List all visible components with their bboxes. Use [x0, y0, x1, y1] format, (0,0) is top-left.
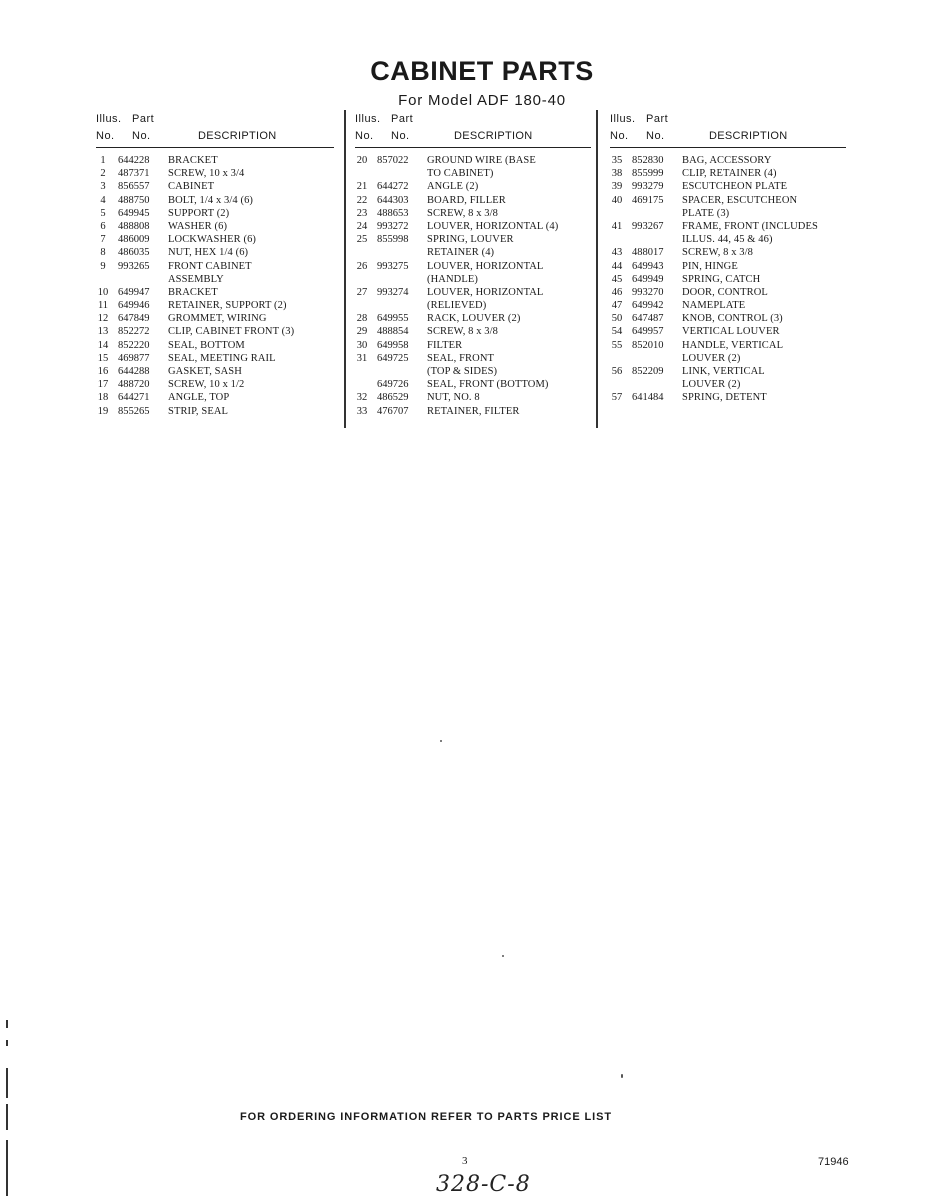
table-row — [355, 167, 591, 180]
part-number: 856557 — [118, 181, 150, 193]
part-number: 486035 — [118, 247, 150, 259]
part-number: 649947 — [118, 286, 150, 298]
scan-edge-mark — [6, 1068, 8, 1098]
illus-number: 35 — [611, 155, 623, 166]
part-number: 644271 — [118, 392, 150, 404]
header-part-no: No. — [391, 130, 410, 142]
part-number: 644303 — [377, 194, 409, 206]
table-row — [96, 378, 334, 391]
parts-column-3 — [610, 113, 846, 405]
part-number: 993265 — [118, 260, 150, 272]
illus-number: 20 — [356, 155, 368, 166]
part-description: SPRING, LOUVER — [427, 234, 514, 246]
part-description: NAMEPLATE — [682, 300, 746, 312]
part-description: CABINET — [168, 181, 215, 193]
table-row — [355, 180, 591, 193]
part-description: ILLUS. 44, 45 & 46) — [682, 234, 773, 246]
table-row — [96, 312, 334, 325]
parts-list — [96, 154, 334, 418]
part-description: GROUND WIRE (BASE — [427, 155, 536, 166]
part-number: 649955 — [377, 313, 409, 325]
part-number: 641484 — [632, 392, 664, 404]
table-row — [610, 286, 846, 299]
part-number: 644272 — [377, 181, 409, 193]
part-description: NUT, HEX 1/4 (6) — [168, 247, 249, 259]
table-row — [610, 339, 846, 352]
part-description: GASKET, SASH — [168, 366, 242, 377]
part-number: 649942 — [632, 300, 664, 312]
part-number: 488808 — [118, 220, 150, 232]
table-row — [355, 391, 591, 404]
header-illus: Illus. — [610, 113, 636, 125]
part-number: 993274 — [377, 286, 409, 298]
part-description: HANDLE, VERTICAL — [682, 339, 784, 351]
part-number: 852830 — [632, 155, 664, 166]
table-row — [610, 246, 846, 259]
scan-speck — [440, 740, 442, 742]
illus-number: 13 — [97, 326, 109, 338]
illus-number: 19 — [97, 405, 109, 417]
illus-number: 3 — [100, 181, 106, 193]
illus-number: 6 — [100, 220, 106, 232]
table-row — [355, 246, 591, 259]
table-row — [355, 273, 591, 286]
part-number: 993279 — [632, 181, 664, 193]
illus-number: 15 — [97, 352, 109, 364]
table-row — [96, 246, 334, 259]
part-description: BOARD, FILLER — [427, 194, 506, 206]
table-row — [610, 260, 846, 273]
table-row — [355, 286, 591, 299]
part-description: SEAL, BOTTOM — [168, 339, 245, 351]
table-row — [610, 325, 846, 338]
part-number: 852220 — [118, 339, 150, 351]
part-description: LOUVER, HORIZONTAL (4) — [427, 220, 559, 232]
illus-number: 40 — [611, 194, 623, 206]
document-code: 71946 — [818, 1156, 849, 1168]
table-row — [96, 220, 334, 233]
header-part-no: No. — [132, 130, 151, 142]
table-row — [355, 220, 591, 233]
illus-number: 10 — [97, 286, 109, 298]
part-description: SCREW, 8 x 3/8 — [427, 326, 499, 338]
illus-number: 55 — [611, 339, 623, 351]
part-description: SCREW, 8 x 3/8 — [682, 247, 754, 259]
table-row — [96, 325, 334, 338]
table-row — [610, 365, 846, 378]
illus-number: 41 — [611, 220, 623, 232]
part-number: 649725 — [377, 352, 409, 364]
table-row — [96, 233, 334, 246]
part-number: 649943 — [632, 260, 664, 272]
table-row — [610, 220, 846, 233]
scan-edge-mark — [6, 1140, 8, 1196]
column-divider — [344, 110, 346, 428]
table-row — [355, 352, 591, 365]
illus-number: 2 — [100, 168, 106, 180]
illus-number: 1 — [100, 155, 106, 166]
scan-speck — [621, 1074, 623, 1078]
parts-column-2 — [355, 113, 591, 418]
header-illus-no: No. — [355, 130, 374, 142]
part-number: 488854 — [377, 326, 409, 338]
header-description: DESCRIPTION — [709, 130, 788, 142]
header-part: Part — [132, 113, 155, 125]
illus-number: 12 — [97, 313, 109, 325]
part-number: 852272 — [118, 326, 150, 338]
part-number: 993270 — [632, 286, 664, 298]
illus-number: 4 — [100, 194, 106, 206]
illus-number: 28 — [356, 313, 368, 325]
header-description: DESCRIPTION — [454, 130, 533, 142]
part-number: 488720 — [118, 379, 150, 391]
part-description: STRIP, SEAL — [168, 405, 229, 417]
part-number: 486009 — [118, 234, 150, 246]
column-header — [355, 113, 591, 148]
table-row — [96, 286, 334, 299]
illus-number: 45 — [611, 273, 623, 285]
header-part: Part — [646, 113, 669, 125]
part-description: SEAL, FRONT — [427, 352, 495, 364]
scan-edge-mark — [6, 1020, 8, 1028]
part-description: LOCKWASHER (6) — [168, 234, 257, 246]
part-description: WASHER (6) — [168, 220, 228, 232]
part-number: 488750 — [118, 194, 150, 206]
part-number: 993275 — [377, 260, 409, 272]
part-description: BOLT, 1/4 x 3/4 (6) — [168, 194, 254, 206]
part-description: CLIP, RETAINER (4) — [682, 168, 777, 180]
table-row — [355, 405, 591, 418]
part-number: 649957 — [632, 326, 664, 338]
parts-list — [355, 154, 591, 418]
part-description: SPRING, CATCH — [682, 273, 761, 285]
table-row — [355, 194, 591, 207]
part-description: FRAME, FRONT (INCLUDES — [682, 220, 818, 232]
part-number: 644228 — [118, 155, 150, 166]
illus-number: 16 — [97, 366, 109, 377]
scan-edge-mark — [6, 1104, 8, 1130]
illus-number: 39 — [611, 181, 623, 193]
part-number: 469877 — [118, 352, 150, 364]
table-row — [355, 378, 591, 391]
part-description: LOUVER (2) — [682, 352, 741, 364]
part-description: BRACKET — [168, 286, 218, 298]
part-description: SUPPORT (2) — [168, 207, 230, 219]
part-number: 993267 — [632, 220, 664, 232]
part-description: LOUVER, HORIZONTAL — [427, 260, 544, 272]
page-title: CABINET PARTS — [370, 56, 594, 86]
header-illus: Illus. — [96, 113, 122, 125]
illus-number: 24 — [356, 220, 368, 232]
part-description: VERTICAL LOUVER — [682, 326, 780, 338]
page-number: 3 — [462, 1155, 468, 1167]
illus-number: 57 — [611, 392, 623, 404]
illus-number: 26 — [356, 260, 368, 272]
part-number: 649946 — [118, 300, 150, 312]
part-description: BRACKET — [168, 155, 218, 166]
part-description: RETAINER, FILTER — [427, 405, 520, 417]
part-description: SPRING, DETENT — [682, 392, 767, 404]
part-description: SPACER, ESCUTCHEON — [682, 194, 798, 206]
part-description: NUT, NO. 8 — [427, 392, 480, 404]
table-row — [96, 339, 334, 352]
illus-number: 38 — [611, 168, 623, 180]
illus-number: 29 — [356, 326, 368, 338]
part-description: PLATE (3) — [682, 207, 730, 219]
illus-number: 56 — [611, 366, 623, 377]
header-illus: Illus. — [355, 113, 381, 125]
table-row — [355, 325, 591, 338]
illus-number: 25 — [356, 234, 368, 246]
table-row — [96, 299, 334, 312]
part-number: 993272 — [377, 220, 409, 232]
part-description: GROMMET, WIRING — [168, 313, 267, 325]
column-divider — [596, 110, 598, 428]
part-description: SCREW, 8 x 3/8 — [427, 207, 499, 219]
part-description: (RELIEVED) — [427, 300, 487, 312]
part-description: ANGLE (2) — [427, 181, 479, 193]
table-row — [355, 339, 591, 352]
table-row — [355, 154, 591, 167]
table-row — [610, 167, 846, 180]
part-description: ASSEMBLY — [168, 273, 224, 285]
illus-number: 54 — [611, 326, 623, 338]
table-row — [96, 405, 334, 418]
table-row — [355, 365, 591, 378]
part-description: LOUVER (2) — [682, 379, 741, 391]
illus-number: 7 — [100, 234, 106, 246]
part-description: LOUVER, HORIZONTAL — [427, 286, 544, 298]
illus-number: 47 — [611, 300, 623, 312]
header-part: Part — [391, 113, 414, 125]
column-header — [96, 113, 334, 148]
column-header — [610, 113, 846, 148]
table-row — [610, 233, 846, 246]
part-number: 649726 — [377, 379, 409, 391]
part-number: 855265 — [118, 405, 150, 417]
illus-number: 46 — [611, 286, 623, 298]
part-number: 469175 — [632, 194, 664, 206]
illus-number: 30 — [356, 339, 368, 351]
part-number: 647849 — [118, 313, 150, 325]
handwritten-note: 328-C-8 — [436, 1172, 531, 1197]
part-description: BAG, ACCESSORY — [682, 155, 772, 166]
part-description: SEAL, MEETING RAIL — [168, 352, 276, 364]
parts-list — [610, 154, 846, 405]
illus-number: 31 — [356, 352, 368, 364]
part-number: 488017 — [632, 247, 664, 259]
header-illus-no: No. — [610, 130, 629, 142]
part-description: RETAINER (4) — [427, 247, 495, 259]
ordering-info-note: FOR ORDERING INFORMATION REFER TO PARTS PRICE LIST — [240, 1111, 612, 1123]
illus-number: 27 — [356, 286, 368, 298]
part-description: SCREW, 10 x 3/4 — [168, 168, 245, 180]
table-row — [610, 391, 846, 404]
part-description: FRONT CABINET — [168, 260, 252, 272]
table-row — [96, 352, 334, 365]
header-illus-no: No. — [96, 130, 115, 142]
illus-number: 9 — [100, 260, 106, 272]
part-description: (TOP & SIDES) — [427, 366, 498, 377]
table-row — [610, 273, 846, 286]
table-row — [96, 260, 334, 273]
illus-number: 11 — [97, 300, 109, 312]
part-number: 855999 — [632, 168, 664, 180]
table-row — [610, 352, 846, 365]
table-row — [96, 194, 334, 207]
scan-speck — [502, 955, 504, 957]
header-description: DESCRIPTION — [198, 130, 277, 142]
illus-number: 17 — [97, 379, 109, 391]
table-row — [355, 233, 591, 246]
part-description: DOOR, CONTROL — [682, 286, 768, 298]
table-row — [610, 207, 846, 220]
part-description: SEAL, FRONT (BOTTOM) — [427, 379, 549, 391]
part-description: KNOB, CONTROL (3) — [682, 313, 783, 325]
part-description: CLIP, CABINET FRONT (3) — [168, 326, 295, 338]
part-description: FILTER — [427, 339, 463, 351]
part-number: 644288 — [118, 366, 150, 377]
part-description: ESCUTCHEON PLATE — [682, 181, 788, 193]
illus-number: 44 — [611, 260, 623, 272]
part-description: (HANDLE) — [427, 273, 478, 285]
table-row — [96, 180, 334, 193]
scan-edge-mark — [6, 1040, 8, 1046]
page-subtitle: For Model ADF 180-40 — [398, 92, 566, 109]
illus-number: 22 — [356, 194, 368, 206]
table-row — [355, 260, 591, 273]
table-row — [610, 312, 846, 325]
part-description: RETAINER, SUPPORT (2) — [168, 300, 287, 312]
part-description: ANGLE, TOP — [168, 392, 230, 404]
illus-number: 43 — [611, 247, 623, 259]
illus-number: 23 — [356, 207, 368, 219]
table-row — [96, 207, 334, 220]
part-description: LINK, VERTICAL — [682, 366, 765, 377]
illus-number: 8 — [100, 247, 106, 259]
part-number: 487371 — [118, 168, 150, 180]
part-description: TO CABINET) — [427, 168, 494, 180]
illus-number: 21 — [356, 181, 368, 193]
table-row — [96, 365, 334, 378]
illus-number: 50 — [611, 313, 623, 325]
part-number: 852010 — [632, 339, 664, 351]
table-row — [610, 154, 846, 167]
part-number: 857022 — [377, 155, 409, 166]
table-row — [96, 167, 334, 180]
illus-number: 5 — [100, 207, 106, 219]
part-number: 855998 — [377, 234, 409, 246]
table-row — [96, 273, 334, 286]
part-description: SCREW, 10 x 1/2 — [168, 379, 245, 391]
table-row — [355, 312, 591, 325]
illus-number: 14 — [97, 339, 109, 351]
parts-column-1 — [96, 113, 334, 418]
part-number: 647487 — [632, 313, 664, 325]
illus-number: 32 — [356, 392, 368, 404]
part-description: RACK, LOUVER (2) — [427, 313, 521, 325]
part-number: 488653 — [377, 207, 409, 219]
table-row — [355, 299, 591, 312]
table-row — [96, 154, 334, 167]
table-row — [610, 299, 846, 312]
table-row — [355, 207, 591, 220]
table-row — [96, 391, 334, 404]
illus-number: 18 — [97, 392, 109, 404]
part-number: 476707 — [377, 405, 409, 417]
part-number: 649958 — [377, 339, 409, 351]
part-number: 649945 — [118, 207, 150, 219]
table-row — [610, 180, 846, 193]
part-number: 486529 — [377, 392, 409, 404]
illus-number: 33 — [356, 405, 368, 417]
header-part-no: No. — [646, 130, 665, 142]
part-description: PIN, HINGE — [682, 260, 738, 272]
table-row — [610, 378, 846, 391]
part-number: 649949 — [632, 273, 664, 285]
part-number: 852209 — [632, 366, 664, 377]
table-row — [610, 194, 846, 207]
